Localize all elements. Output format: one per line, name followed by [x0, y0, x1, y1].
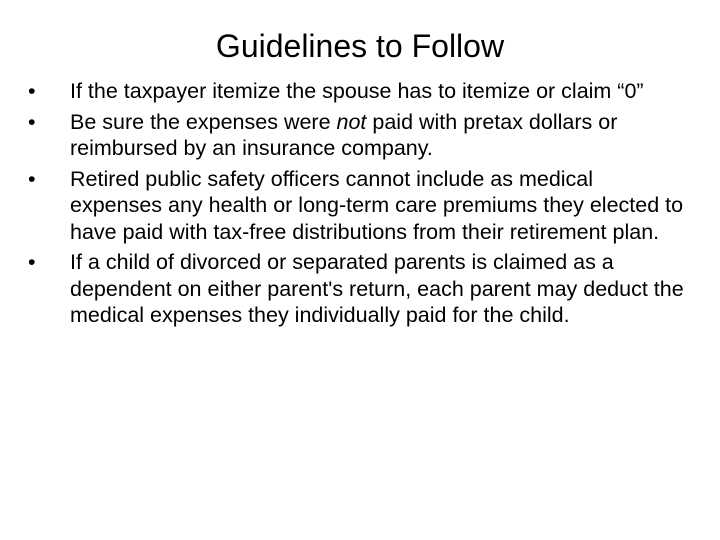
- bullet-item: [28, 249, 688, 329]
- bullet-text: [70, 110, 617, 161]
- bullet-text: If a child of divorced or separated parents is claimed as a dependent on either parent's return, each parent may deduct the medical expenses they individually paid for the child.: [70, 250, 684, 327]
- bullet-text: If the taxpayer itemize the spouse has to itemize or claim “0”: [70, 79, 644, 103]
- bullet-text: Retired public safety officers cannot include as medical expenses any health or long-term care premiums they elected to have paid with tax-free distributions from their retirement plan.: [70, 166, 684, 244]
- bullet-icon: •: [28, 109, 36, 134]
- bullet-text-after: paid with pretax dollars or reimbursed by an insurance company.: [70, 109, 618, 160]
- bullet-text-emphasis: not: [336, 109, 367, 134]
- bullet-icon: •: [28, 79, 36, 103]
- bullet-icon: •: [28, 250, 36, 274]
- bullet-item: [28, 78, 688, 105]
- bullet-icon: •: [28, 166, 36, 191]
- bullet-text-before: Be sure the expenses were: [70, 109, 337, 134]
- bullet-list: [28, 78, 688, 333]
- slide-title: Guidelines to Follow: [215, 28, 505, 64]
- bullet-item: [28, 109, 688, 162]
- bullet-item: [28, 166, 688, 246]
